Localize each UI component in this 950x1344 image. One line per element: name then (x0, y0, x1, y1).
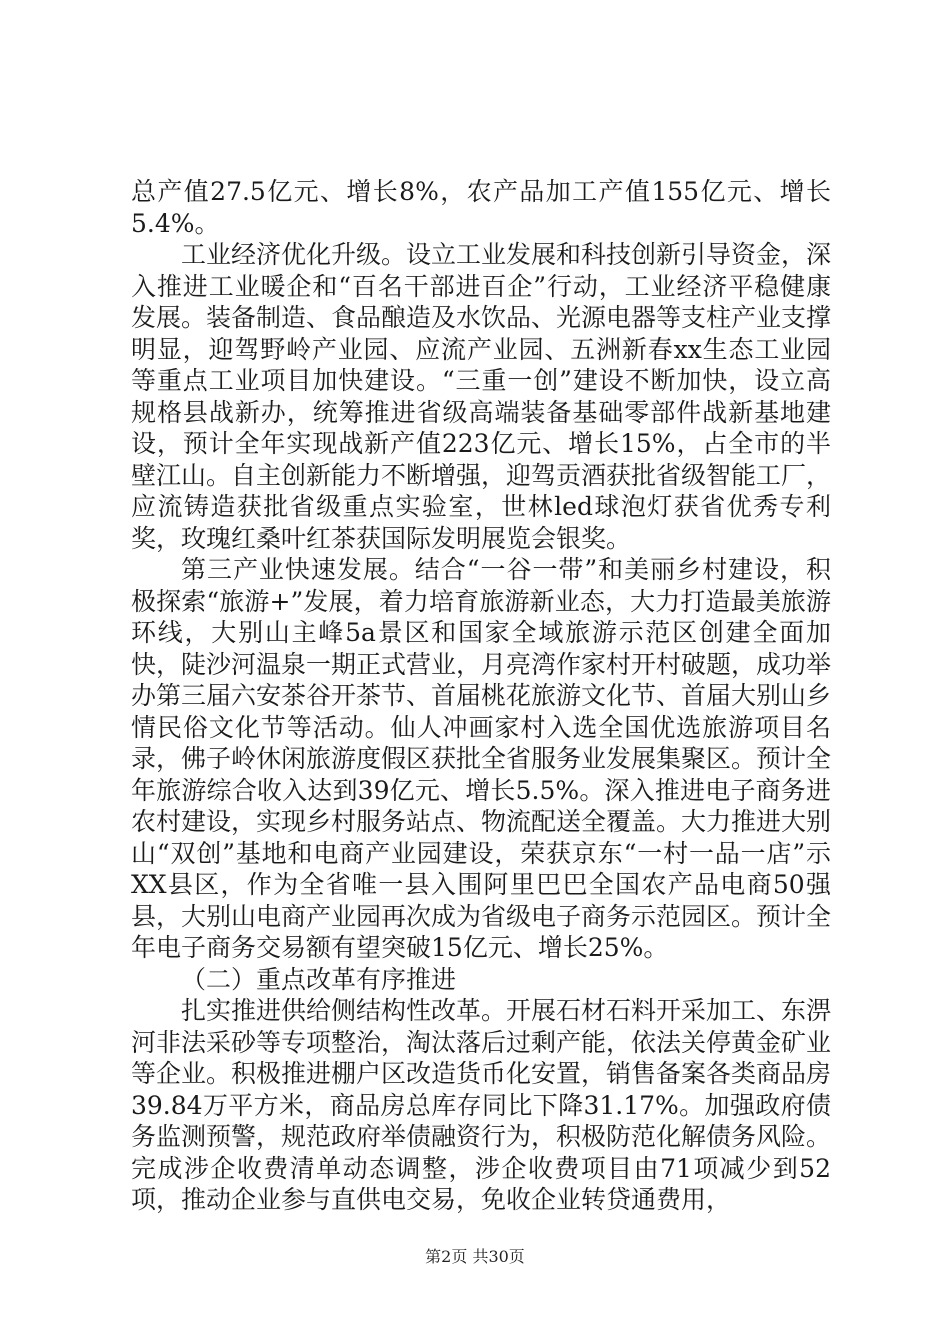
page-footer (0, 1244, 950, 1267)
document-body (131, 176, 831, 1216)
section-heading-reform: （二）重点改革有序推进 (181, 964, 457, 994)
paragraph-industrial-economy: 工业经济优化升级。设立工业发展和科技创新引导资金，深入推进工业暖企和“百名干部进百企”行动，工业经济平稳健康发展。装备制造、食品酿造及水饮品、光源电器等支柱产业支撑明显，迎驾野岭产业园、应流产业园、五洲新春xx生态工业园等重点工业项目加快建设。“三重一创”建设不断加快，设立高规格县战新办，统筹推进省级高端装备基础零部件战新基地建设，预计全年实现战新产值223亿元、增长15%，占全市的半壁江山。自主创新能力不断增强，迎驾贡酒获批省级智能工厂，应流铸造获批省级重点实验室，世林led球泡灯获省优秀专利奖，玫瑰红桑叶红茶获国际发明展览会银奖。 (131, 240, 832, 553)
paragraph-tertiary-industry: 第三产业快速发展。结合“一谷一带”和美丽乡村建设，积极探索“旅游+”发展，着力培育旅游新业态，大力打造最美旅游环线，大别山主峰5a景区和国家全域旅游示范区创建全面加快，陡沙河温泉一期正式营业，月亮湾作家村开村破题，成功举办第三届六安茶谷开茶节、首届桃花旅游文化节、首届大别山乡情民俗文化节等活动。仙人冲画家村入选全国优选旅游项目名录，佛子岭休闲旅游度假区获批全省服务业发展集聚区。预计全年旅游综合收入达到39亿元、增长5.5%。深入推进电子商务进农村建设，实现乡村服务站点、物流配送全覆盖。大力推进大别山“双创”基地和电商产业园建设，荣获京东“一村一品一店”示XX县区，作为全省唯一县入围阿里巴巴全国农产品电商50强县，大别山电商产业园再次成为省级电子商务示范园区。预计全年电子商务交易额有望突破15亿元、增长25%。 (131, 555, 832, 962)
paragraph-supply-side-reform: 扎实推进供给侧结构性改革。开展石材石料开采加工、东淠河非法采砂等专项整治，淘汰落后过剩产能，依法关停黄金矿业等企业。积极推进棚户区改造货币化安置，销售备案各类商品房39.84万平方米，商品房总库存同比下降31.17%。加强政府债务监测预警，规范政府举债融资行为，积极防范化解债务风险。完成涉企收费清单动态调整，涉企收费项目由71项减少到52项，推动企业参与直供电交易，免收企业转贷通费用， (131, 996, 832, 1214)
page-number-label: 第2页 共30页 (425, 1247, 525, 1266)
paragraph-continuation: 总产值27.5亿元、增长8%，农产品加工产值155亿元、增长5.4%。 (131, 177, 831, 238)
